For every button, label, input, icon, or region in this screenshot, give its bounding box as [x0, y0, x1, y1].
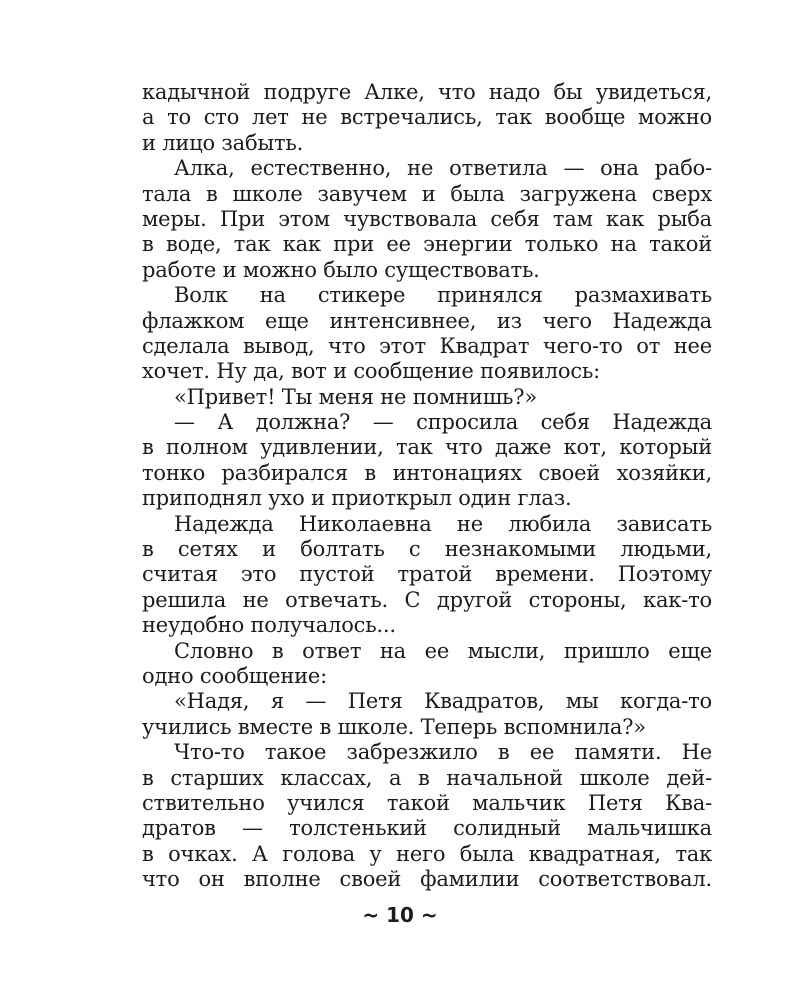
text-line: хочет. Ну да, вот и сообщение появилось: — [142, 359, 601, 384]
text-line: — А должна? — спросила себя Надежда — [174, 410, 712, 435]
text-line: в воде, так как при ее энергии только на такой — [142, 232, 712, 257]
text-line: Алка, естественно, не ответила — она рабо- — [174, 156, 712, 181]
text-line: что он вполне своей фамилии соответствовал. — [142, 867, 712, 892]
text-line: и лицо забыть. — [142, 130, 304, 155]
text-line: неудобно получалось... — [142, 613, 396, 638]
text-line: «Привет! Ты меня не помнишь?» — [174, 384, 537, 409]
page-number: ~ 10 ~ — [362, 903, 438, 927]
text-line: меры. При этом чувствовала себя там как рыба — [142, 206, 712, 231]
text-line: решила не отвечать. С другой стороны, как-то — [142, 587, 712, 612]
text-line: учились вместе в школе. Теперь вспомнила?» — [142, 714, 646, 739]
text-line: одно сообщение: — [142, 663, 328, 688]
text-line: в старших классах, а в начальной школе дей- — [142, 765, 712, 790]
text-line: в сетях и болтать с незнакомыми людьми, — [142, 537, 712, 562]
text-line: в очках. А голова у него была квадратная, так — [142, 841, 712, 866]
page-text — [142, 80, 712, 893]
text-line: флажком еще интенсивнее, из чего Надежда — [142, 308, 712, 333]
text-line: Что-то такое забрезжило в ее памяти. Не — [174, 740, 712, 765]
text-line: тала в школе завучем и была загружена сверх — [142, 181, 712, 206]
text-line: работе и можно было существовать. — [142, 257, 540, 282]
text-line: тонко разбирался в интонациях своей хозяйки, — [142, 460, 712, 485]
text-line: приподнял ухо и приоткрыл один глаз. — [142, 486, 572, 511]
text-line: считая это пустой тратой времени. Поэтому — [142, 562, 712, 587]
text-line: сделала вывод, что этот Квадрат чего-то от нее — [142, 333, 712, 358]
text-line: а то сто лет не встречались, так вообще можно — [142, 105, 712, 130]
text-line: кадычной подруге Алке, что надо бы увидеться, — [142, 80, 712, 104]
text-line: Надежда Николаевна не любила зависать — [174, 511, 712, 536]
text-line: «Надя, я — Петя Квадратов, мы когда-то — [174, 689, 712, 714]
text-line: Словно в ответ на ее мысли, пришло еще — [174, 638, 712, 663]
text-line: дратов — толстенький солидный мальчишка — [142, 816, 712, 841]
text-line: ствительно учился такой мальчик Петя Ква- — [142, 790, 712, 815]
text-line: в полном удивлении, так что даже кот, который — [142, 435, 712, 460]
text-line: Волк на стикере принялся размахивать — [174, 283, 712, 308]
